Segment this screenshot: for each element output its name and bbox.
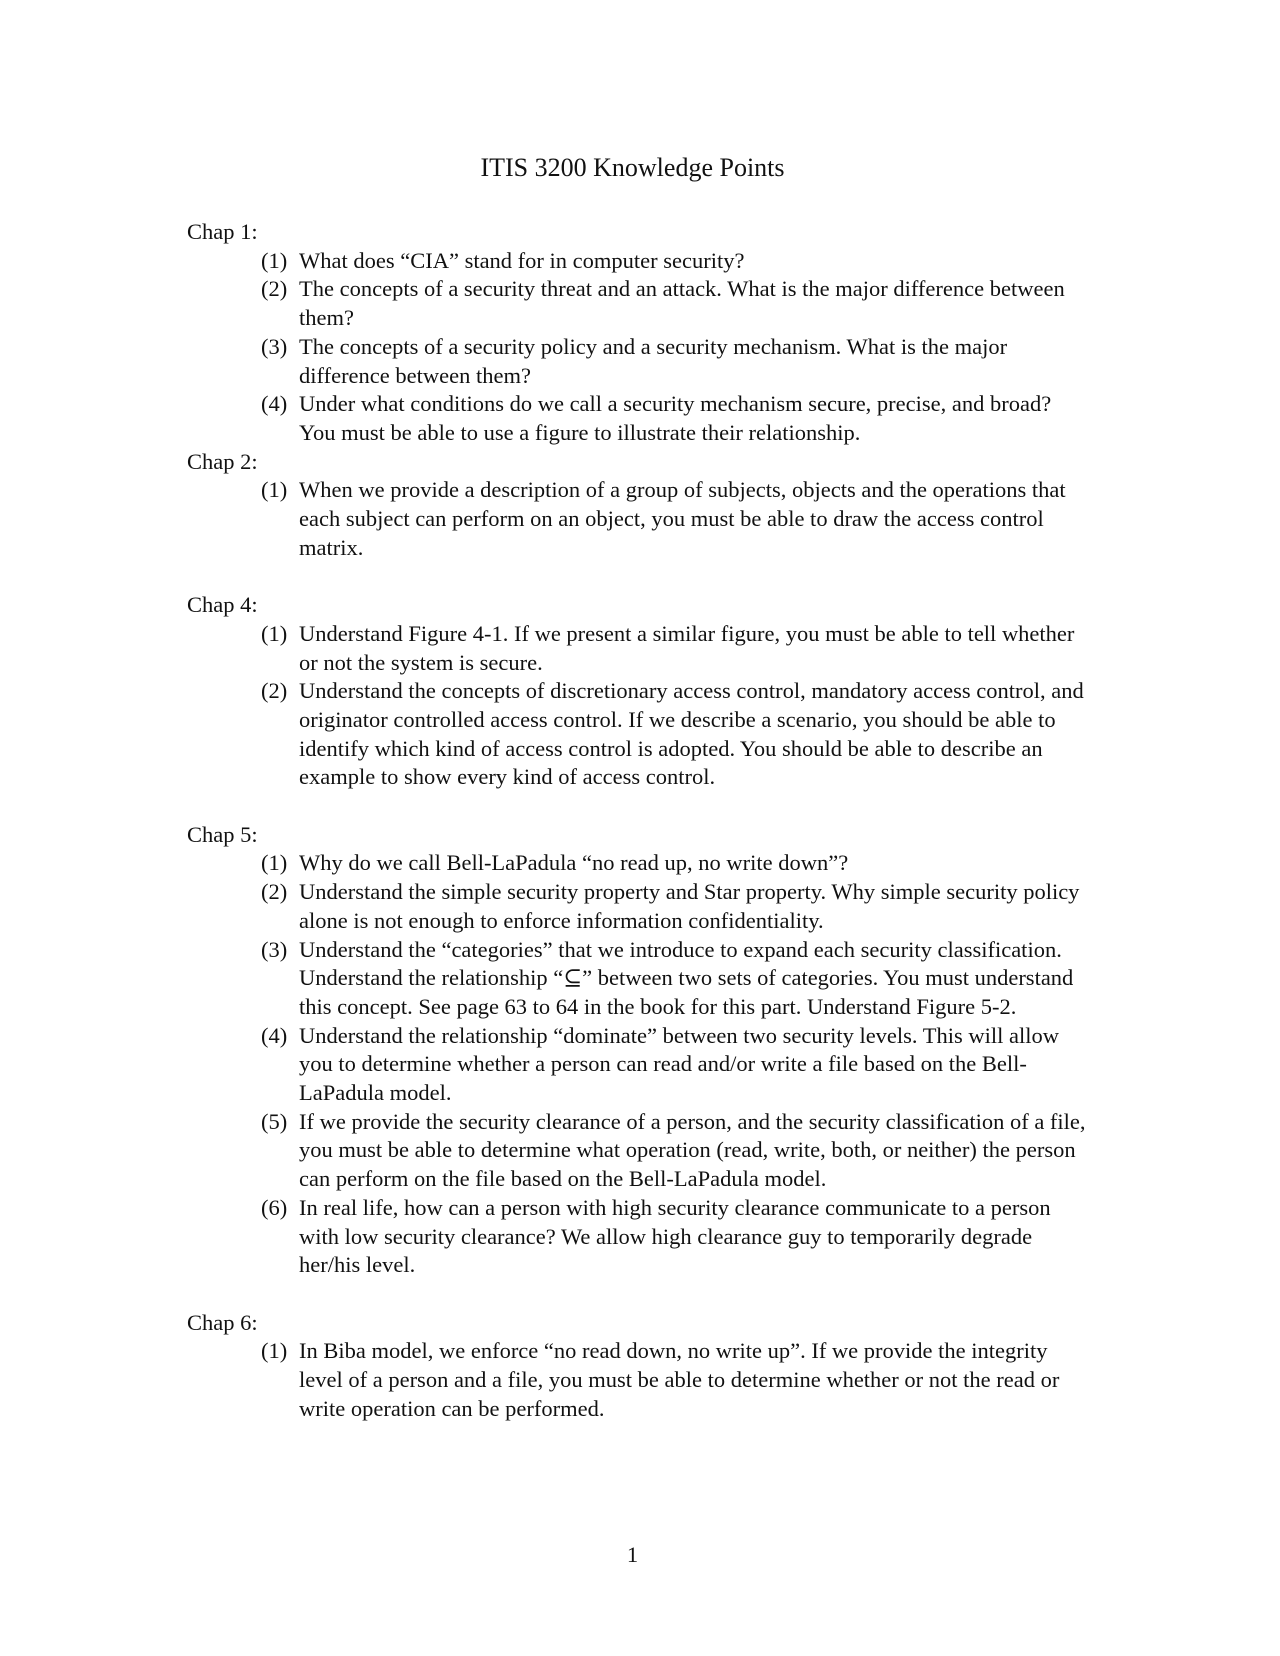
knowledge-point bbox=[187, 333, 1087, 390]
item-text: The concepts of a security policy and a security mechanism. What is the major difference between them? bbox=[299, 333, 1008, 388]
page-number: 1 bbox=[626, 1542, 639, 1567]
chapter-label: Chap 2: bbox=[187, 448, 258, 474]
chapter-label: Chap 5: bbox=[187, 821, 258, 847]
knowledge-point bbox=[187, 620, 1087, 677]
item-number: (1) bbox=[261, 620, 288, 646]
item-number: (1) bbox=[261, 477, 288, 503]
item-text: When we provide a description of a group of subjects, objects and the operations that each subject can perform on an object, you must be able to draw the access control matrix. bbox=[299, 477, 1066, 560]
knowledge-point bbox=[187, 1194, 1087, 1280]
item-text: In Biba model, we enforce “no read down, no write up”. If we provide the integrity level of a person and a file, you must be able to determine whether or not the read or write operation can be performed. bbox=[299, 1338, 1060, 1421]
item-text: Understand Figure 4-1. If we present a similar figure, you must be able to tell whether or not the system is secure. bbox=[299, 620, 1075, 675]
item-text: Under what conditions do we call a security mechanism secure, precise, and broad? You must be able to use a figure to illustrate their relationship. bbox=[299, 391, 1052, 445]
item-number: (4) bbox=[261, 1022, 288, 1048]
knowledge-point bbox=[187, 390, 1087, 447]
document-body bbox=[187, 218, 1087, 1423]
item-number: (6) bbox=[261, 1194, 288, 1220]
knowledge-point-list bbox=[187, 849, 1087, 1280]
knowledge-point bbox=[187, 677, 1087, 792]
chapter-label: Chap 1: bbox=[187, 219, 258, 244]
knowledge-point-list bbox=[187, 476, 1087, 562]
page-title: ITIS 3200 Knowledge Points bbox=[480, 153, 785, 182]
item-text: Understand the simple security property and Star property. Why simple security policy alone is not enough to enforce information confidentiality. bbox=[299, 879, 1080, 933]
knowledge-point-list bbox=[187, 247, 1087, 448]
item-number: (3) bbox=[261, 936, 288, 962]
item-text: In real life, how can a person with high security clearance communicate to a person with low security clearance? We allow high clearance guy to temporarily degrade her/his level. bbox=[299, 1194, 1051, 1278]
item-text: What does “CIA” stand for in computer security? bbox=[299, 247, 745, 273]
chapter-5 bbox=[187, 821, 1087, 1280]
chapter-1 bbox=[187, 218, 1087, 448]
item-number: (4) bbox=[261, 391, 288, 417]
knowledge-point bbox=[187, 275, 1087, 332]
item-number: (1) bbox=[261, 1338, 288, 1364]
item-text: The concepts of a security threat and an attack. What is the major difference between them? bbox=[299, 276, 1065, 331]
knowledge-point bbox=[187, 849, 1087, 878]
chapter-4 bbox=[187, 591, 1087, 792]
knowledge-point-list bbox=[187, 1337, 1087, 1423]
item-number: (2) bbox=[261, 879, 288, 905]
knowledge-point-list bbox=[187, 620, 1087, 792]
item-text: Understand the “categories” that we introduce to expand each security classification. Understand the relationship “⊆” between two sets of categories. You must understand this concept. See page 63 to 64 in the book for this part. Understand Figure 5-2. bbox=[299, 936, 1074, 1019]
item-number: (1) bbox=[261, 850, 288, 876]
item-text: Understand the relationship “dominate” between two security levels. This will allow you to determine whether a person can read and/or write a file based on the Bell-LaPadula model. bbox=[299, 1022, 1060, 1106]
knowledge-point bbox=[187, 1022, 1087, 1108]
item-number: (2) bbox=[261, 276, 288, 302]
chapter-2 bbox=[187, 448, 1087, 563]
item-number: (1) bbox=[261, 247, 288, 273]
knowledge-point bbox=[187, 1337, 1087, 1423]
knowledge-point bbox=[187, 247, 1087, 276]
chapter-label: Chap 4: bbox=[187, 592, 258, 618]
knowledge-point bbox=[187, 476, 1087, 562]
knowledge-point bbox=[187, 1108, 1087, 1194]
item-text: Why do we call Bell-LaPadula “no read up, no write down”? bbox=[299, 850, 849, 876]
item-number: (2) bbox=[261, 678, 288, 704]
item-number: (5) bbox=[261, 1108, 288, 1134]
knowledge-point bbox=[187, 878, 1087, 935]
item-text: If we provide the security clearance of a person, and the security classification of a file, you must be able to determine what operation (read, write, both, or neither) the person can perform on the file based on the Bell-LaPadula model. bbox=[299, 1108, 1086, 1192]
chapter-label: Chap 6: bbox=[187, 1309, 258, 1335]
item-text: Understand the concepts of discretionary access control, mandatory access control, and originator controlled access control. If we describe a scenario, you should be able to identify which kind of access control is adopted. You should be able to describe an example to show every kind of access control. bbox=[299, 678, 1084, 790]
knowledge-point bbox=[187, 936, 1087, 1022]
item-number: (3) bbox=[261, 333, 288, 359]
chapter-6 bbox=[187, 1309, 1087, 1424]
